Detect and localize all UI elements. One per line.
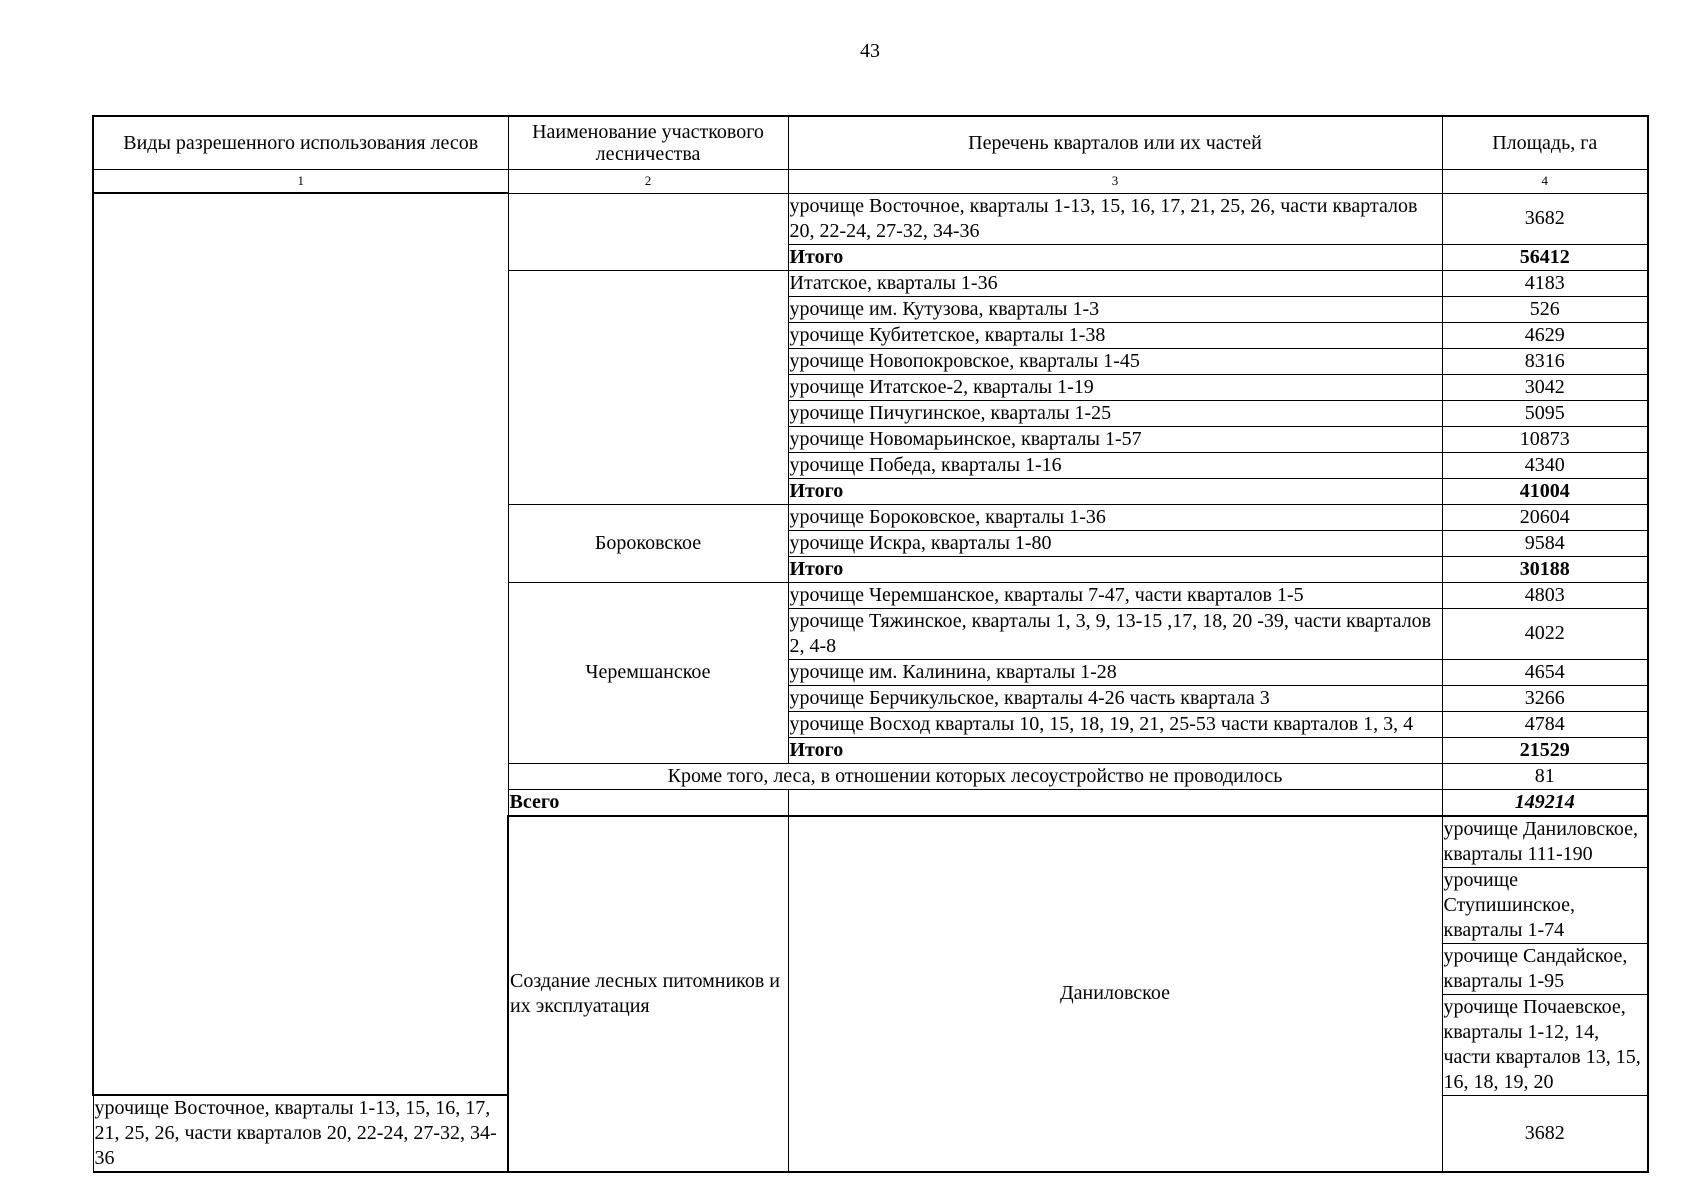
forest-use-table — [92, 115, 1649, 1173]
quarter-list: урочище им. Калинина, кварталы 1-28 — [788, 659, 1442, 685]
grand-total-label: Всего — [508, 789, 788, 816]
area-value: 4022 — [1442, 608, 1648, 659]
forestry-name-cell: Черемшанское — [508, 582, 788, 763]
quarter-list: урочище Почаевское, кварталы 1-12, 14, части кварталов 13, 15, 16, 18, 19, 20 — [1442, 994, 1648, 1095]
extra-area: 81 — [1442, 763, 1648, 789]
area-value: 3266 — [1442, 685, 1648, 711]
subtotal-area: 56412 — [1442, 244, 1648, 270]
page-number: 43 — [860, 40, 880, 62]
grand-total-empty — [788, 789, 1442, 816]
area-value: 4654 — [1442, 659, 1648, 685]
quarter-list: урочище Ступишинское, кварталы 1-74 — [1442, 867, 1648, 943]
subtotal-area: 30188 — [1442, 556, 1648, 582]
subtotal-area: 41004 — [1442, 478, 1648, 504]
column-number-row — [93, 170, 1648, 194]
area-value: 5095 — [1442, 400, 1648, 426]
area-value: 10873 — [1442, 426, 1648, 452]
quarter-list: урочище Кубитетское, кварталы 1-38 — [788, 322, 1442, 348]
forestry-name-cell — [508, 270, 788, 504]
area-value: 4183 — [1442, 270, 1648, 296]
quarter-list: урочище Берчикульское, кварталы 4-26 часть квартала 3 — [788, 685, 1442, 711]
quarter-list: урочище Пичугинское, кварталы 1-25 — [788, 400, 1442, 426]
area-value: 4629 — [1442, 322, 1648, 348]
col-number-1: 1 — [93, 170, 508, 194]
use-kind-cell: Создание лесных питомников и их эксплуатация — [508, 816, 788, 1173]
quarter-list: урочище Новомарьинское, кварталы 1-57 — [788, 426, 1442, 452]
grand-total-area: 149214 — [1442, 789, 1648, 816]
header-col-2: Наименование участкового лесничества — [508, 116, 788, 170]
quarter-list: урочище Сандайское, кварталы 1-95 — [1442, 943, 1648, 994]
table-row — [93, 193, 1648, 244]
header-col-4: Площадь, га — [1442, 116, 1648, 170]
quarter-list: урочище Черемшанское, кварталы 7-47, части кварталов 1-5 — [788, 582, 1442, 608]
subtotal-label: Итого — [788, 737, 1442, 763]
area-value: 4803 — [1442, 582, 1648, 608]
quarter-list: урочище Восход кварталы 10, 15, 18, 19, 21, 25-53 части кварталов 1, 3, 4 — [788, 711, 1442, 737]
header-col-3: Перечень кварталов или их частей — [788, 116, 1442, 170]
quarter-list: урочище Восточное, кварталы 1-13, 15, 16, 17, 21, 25, 26, части кварталов 20, 22-24, 27-32, 34-36 — [788, 193, 1442, 244]
quarter-list: урочище им. Кутузова, кварталы 1-3 — [788, 296, 1442, 322]
area-value: 3682 — [1442, 1095, 1648, 1172]
extra-text: Кроме того, леса, в отношении которых лесоустройство не проводилось — [508, 763, 1442, 789]
quarter-list: урочище Тяжинское, кварталы 1, 3, 9, 13-15 ,17, 18, 20 -39, части кварталов 2, 4-8 — [788, 608, 1442, 659]
col-number-3: 3 — [788, 170, 1442, 194]
area-value: 8316 — [1442, 348, 1648, 374]
quarter-list: урочище Новопокровское, кварталы 1-45 — [788, 348, 1442, 374]
subtotal-area: 21529 — [1442, 737, 1648, 763]
area-value: 4784 — [1442, 711, 1648, 737]
use-kind-cell — [93, 193, 508, 1095]
forestry-name-cell: Даниловское — [788, 816, 1442, 1173]
forestry-name-cell: Бороковское — [508, 504, 788, 582]
quarter-list: урочище Бороковское, кварталы 1-36 — [788, 504, 1442, 530]
area-value: 3042 — [1442, 374, 1648, 400]
area-value: 3682 — [1442, 193, 1648, 244]
subtotal-label: Итого — [788, 244, 1442, 270]
table-header-row — [93, 116, 1648, 170]
area-value: 526 — [1442, 296, 1648, 322]
forestry-name-cell — [508, 193, 788, 270]
subtotal-label: Итого — [788, 556, 1442, 582]
quarter-list: урочище Итатское-2, кварталы 1-19 — [788, 374, 1442, 400]
area-value: 9584 — [1442, 530, 1648, 556]
header-col-1: Виды разрешенного использования лесов — [93, 116, 508, 170]
quarter-list: урочище Восточное, кварталы 1-13, 15, 16, 17, 21, 25, 26, части кварталов 20, 22-24, 27-32, 34-36 — [93, 1095, 508, 1172]
area-value: 20604 — [1442, 504, 1648, 530]
area-value: 4340 — [1442, 452, 1648, 478]
quarter-list: Итатское, кварталы 1-36 — [788, 270, 1442, 296]
col-number-4: 4 — [1442, 170, 1648, 194]
col-number-2: 2 — [508, 170, 788, 194]
subtotal-label: Итого — [788, 478, 1442, 504]
quarter-list: урочище Искра, кварталы 1-80 — [788, 530, 1442, 556]
quarter-list: урочище Даниловское, кварталы 111-190 — [1442, 816, 1648, 868]
quarter-list: урочище Победа, кварталы 1-16 — [788, 452, 1442, 478]
